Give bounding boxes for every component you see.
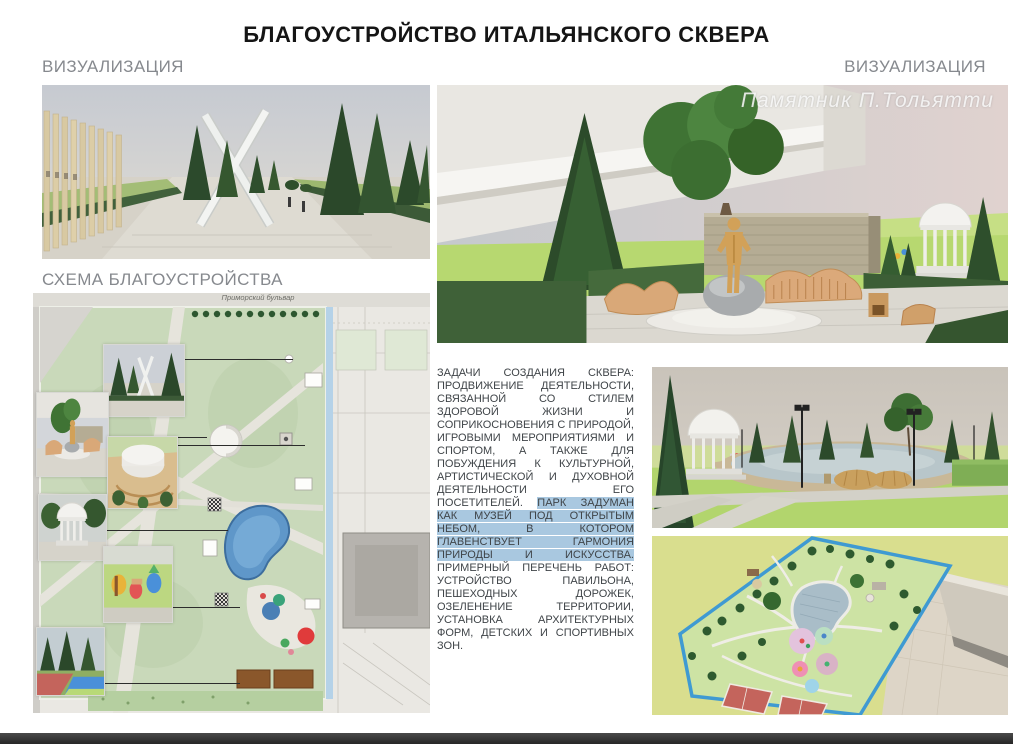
- plan-callout-amphitheater: [107, 436, 178, 509]
- aerial-scene-illustration: [652, 536, 1008, 715]
- sports-ground-thumb: [39, 649, 102, 693]
- pond-scene-illustration: [652, 367, 1008, 528]
- visualization-label-right: ВИЗУАЛИЗАЦИЯ: [844, 57, 986, 76]
- visualization-label-left: ВИЗУАЛИЗАЦИЯ: [42, 57, 184, 76]
- amphitheater-thumb: [110, 450, 175, 506]
- callout-connector-memorial: [179, 359, 293, 360]
- callout-connector-playground: [167, 607, 240, 608]
- togliatti-monument-thumb: [39, 414, 106, 474]
- visualization-pond-image: [652, 367, 1008, 528]
- plan-callout-rotunda: [38, 494, 107, 561]
- hero-caption: Памятник П.Тольятти: [740, 89, 994, 112]
- description-highlight: ПАРК ЗАДУМАН КАК МУЗЕЙ ПОД ОТКРЫТЫМ НЕБОМ, В КОТОРОМ ГЛАВЕНСТВУЕТ ГАРМОНИЯ ПРИРОДЫ И ИСКУССТВА.: [437, 497, 634, 561]
- street-label: Приморский бульвар: [221, 293, 295, 302]
- scheme-heading: СХЕМА БЛАГОУСТРОЙСТВА: [42, 270, 283, 289]
- footer-bar: [0, 733, 1013, 744]
- memorial-sign-thumb: [106, 358, 182, 414]
- plan-callout-children-playground: [103, 546, 173, 623]
- visualization-entrance-image: [42, 85, 430, 259]
- visualization-monument-image: [437, 85, 1008, 343]
- rotunda-thumb: [41, 508, 104, 558]
- callout-connector-amphitheater: [172, 445, 305, 446]
- description-part2: ПРИМЕРНЫЙ ПЕРЕЧЕНЬ РАБОТ: УСТРОЙСТВО ПАВИЛЬОНА, ПЕШЕХОДНЫХ ДОРОЖЕК, ОЗЕЛЕНЕНИЕ ТЕРРИТОРИИ, УСТАНОВКА АРХИТЕКТУРНЫХ ФОРМ, ДЕТСКИХ И СПОРТИВНЫХ ЗОН.: [437, 562, 634, 652]
- plan-callout-togliatti-monument: [36, 392, 109, 477]
- visualization-aerial-image: [652, 536, 1008, 715]
- page-title: БЛАГОУСТРОЙСТВО ИТАЛЬЯНСКОГО СКВЕРА: [243, 22, 770, 47]
- entrance-scene-illustration: [42, 85, 430, 259]
- improvement-plan-map: [33, 293, 430, 713]
- callout-connector-rotunda: [101, 530, 228, 531]
- plan-callout-memorial-sign: [103, 344, 185, 417]
- monument-scene-illustration: [437, 85, 1008, 343]
- callout-connector-sports: [99, 683, 240, 684]
- description-part1: ЗАДАЧИ СОЗДАНИЯ СКВЕРА: ПРОДВИЖЕНИЕ ДЕЯТЕЛЬНОСТИ, СВЯЗАННОЙ СО СТИЛЕМ ЗДОРОВОЙ ЖИЗНИ И СОПРИКОСНОВЕНИЯ С ПРИРОДОЙ, ИГРОВЫМИ МЕРОПРИЯТИЯМИ И СПОРТОМ, А ТАКЖЕ ДЛЯ ПОБУЖДЕНИЯ К КУЛЬТУРНОЙ, АРТИСТИЧЕСКОЙ И ДУХОВНОЙ ДЕЯТЕЛЬНОСТИ ЕГО ПОСЕТИТЕЛЕЙ.: [437, 367, 634, 509]
- description-text: [437, 367, 634, 653]
- children-playground-thumb: [106, 568, 170, 620]
- plan-callout-sports-ground: [36, 627, 105, 696]
